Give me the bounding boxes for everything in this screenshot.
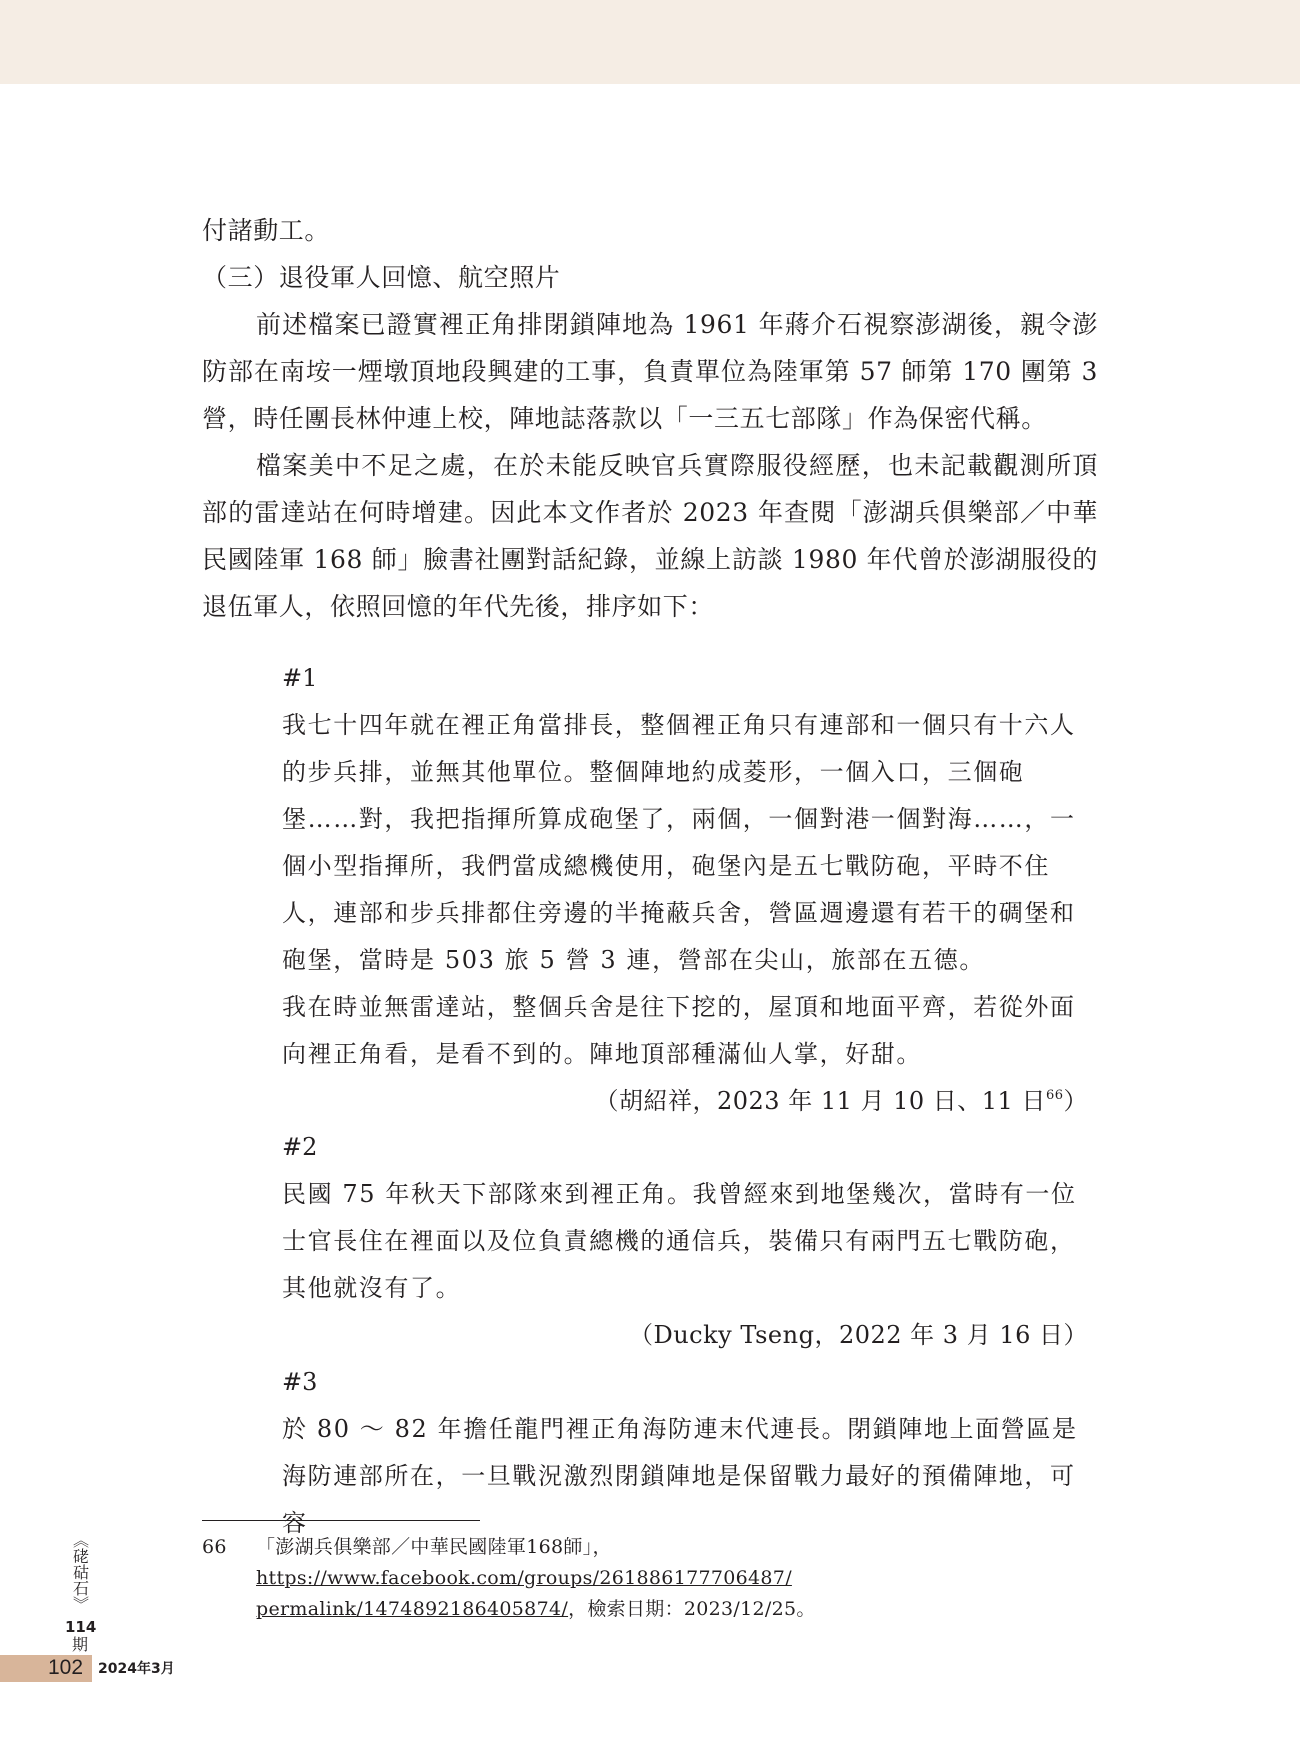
- testimony-1: [282, 655, 1098, 1125]
- footnote-divider: [202, 1520, 480, 1521]
- footnote-text: 「澎湖兵俱樂部／中華民國陸軍168師」，: [256, 1536, 612, 1558]
- continued-line: 付諸動工。: [202, 216, 331, 245]
- issue-unit: 期: [71, 1635, 88, 1654]
- paragraph-1: 前述檔案已證實裡正角排閉鎖陣地為 1961 年蔣介石視察澎湖後，親令澎防部在南垵一煙墩頂地段興建的工事，負責單位為陸軍第 57 師第 170 團第 3 營，時任團長林仲連上校，陣地誌落款以「一三五七部隊」作為保密代稱。: [202, 310, 1098, 433]
- testimony-citation: （Ducky Tseng，2022 年 3 月 16 日）: [628, 1321, 1088, 1349]
- top-color-band: [0, 0, 1300, 84]
- journal-issue-label: [65, 1532, 95, 1653]
- footnote-ref[interactable]: 66: [1045, 1088, 1064, 1103]
- citation-close: ）: [1063, 1087, 1088, 1115]
- paragraph-2: 檔案美中不足之處，在於未能反映官兵實際服役經歷，也未記載觀測所頂部的雷達站在何時增建。因此本文作者於 2023 年查閱「澎湖兵俱樂部／中華民國陸軍 168 師」臉書社團對話紀錄，並線上訪談 1980 年代曾於澎湖服役的退伍軍人，依照回憶的年代先後，排序如下：: [202, 451, 1098, 621]
- footnote-body: [256, 1532, 1098, 1625]
- testimony-text: 於 80 ～ 82 年擔任龍門裡正角海防連末代連長。閉鎖陣地上面營區是海防連部所在，一旦戰況激烈閉鎖陣地是保留戰力最好的預備陣地，可容: [282, 1415, 1078, 1537]
- section-heading: （三）退役軍人回憶、航空照片: [202, 263, 561, 292]
- citation-text: （胡紹祥，2023 年 11 月 10 日、11 日: [594, 1087, 1046, 1115]
- main-body: [202, 207, 1098, 630]
- testimony-text: 我在時並無雷達站，整個兵舍是往下挖的，屋頂和地面平齊，若從外面向裡正角看，是看不到的。陣地頂部種滿仙人掌，好甜。: [282, 993, 1076, 1068]
- issue-date: 2024年3月: [98, 1661, 175, 1677]
- testimony-label: #1: [282, 664, 318, 692]
- testimony-text: 民國 75 年秋天下部隊來到裡正角。我曾經來到地堡幾次，當時有一位士官長住在裡面以及位負責總機的通信兵，裝備只有兩門五七戰防砲，其他就沒有了。: [282, 1180, 1077, 1302]
- footnote-link[interactable]: https://www.facebook.com/groups/261886177706487/: [256, 1567, 792, 1589]
- footnote-suffix: ，檢索日期：2023/12/25。: [568, 1598, 816, 1620]
- testimony-citation: [282, 1078, 1098, 1125]
- testimony-2: [282, 1124, 1098, 1359]
- testimony-text: 我七十四年就在裡正角當排長，整個裡正角只有連部和一個只有十六人的步兵排，並無其他單位。整個陣地約成菱形，一個入口，三個砲堡……對，我把指揮所算成砲堡了，兩個，一個對港一個對海……，一個小型指揮所，我們當成總機使用，砲堡內是五七戰防砲，平時不住人，連部和步兵排都住旁邊的半掩蔽兵舍，營區週邊還有若干的碉堡和砲堡，當時是 503 旅 5 營 3 連，營部在尖山，旅部在五德。: [282, 711, 1076, 974]
- testimony-label: #3: [282, 1368, 318, 1396]
- footnote: [202, 1532, 1098, 1625]
- footnote-number: 66: [202, 1536, 227, 1558]
- page-number: 102: [48, 1656, 84, 1679]
- testimony-3: [282, 1359, 1098, 1547]
- issue-number: 114: [65, 1618, 97, 1636]
- journal-title: 《硓𥑮石》: [70, 1532, 90, 1612]
- testimony-label: #2: [282, 1133, 318, 1161]
- footnote-link[interactable]: permalink/1474892186405874/: [256, 1598, 569, 1620]
